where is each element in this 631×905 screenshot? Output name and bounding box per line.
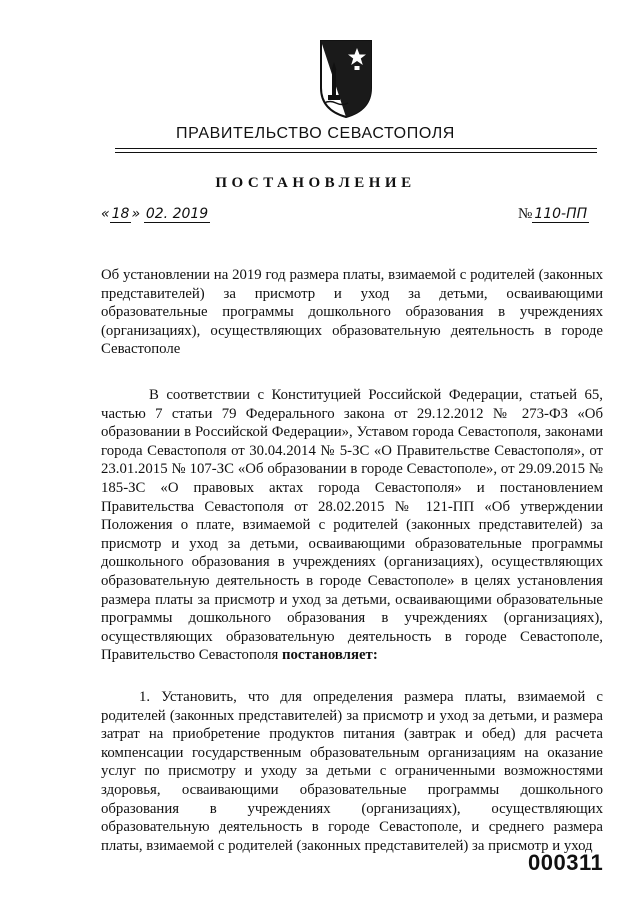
number-value: 110-ПП — [534, 206, 588, 222]
decree-colon: : — [372, 647, 378, 664]
document-date — [101, 206, 210, 223]
serial-number: 000311 — [528, 850, 604, 875]
document-subject: Об установлении на 2019 год размера платы, взимаемой с родителей (законных представителей) за присмотр и уход за детьми, осваивающими образовательные программы дошкольного образования в учреждениях (организациях), осуществляющих образовательную деятельность в городе Севастополе — [101, 267, 603, 358]
number-label: № — [518, 206, 533, 222]
coat-of-arms-emblem — [318, 40, 374, 118]
date-month-year: 02. 2019 — [145, 206, 209, 222]
preamble-text: В соответствии с Конституцией Российской Федерации, статьей 65, частью 7 статьи 79 Федерального закона от 29.12.2012 № 273-ФЗ «Об образовании в Российской Федерации», Уставом города Севастополя, законами города Севастополя от 30.04.2014 № 5-ЗС «О Правительстве Севастополя», от 23.01.2015 № 107-ЗС «Об образовании в городе Севастополе», от 29.09.2015 № 185-ЗС «О правовых актах города Севастополя» и постановлением Правительства Севастополя от 28.02.2015 № 121-ПП «Об утверждении Положения о плате, взимаемой с родителей (законных представителей) за присмотр и уход за детьми, осваивающими образовательные программы дошкольного образования в учреждениях (организациях), осуществляющих образовательную деятельность в городе Севастополе» в целях установления размера платы за присмотр и уход за детьми, осваивающими образовательные программы дошкольного образования в учреждениях (организациях), осуществляющих образовательную деятельность в городе Севастополе, Правительство Севастополя — [101, 387, 603, 664]
item-1-paragraph: 1. Установить, что для определения размера платы, взимаемой с родителей (законных представителей) за присмотр и уход за детьми, и размера затрат на приобретение продуктов питания (завтрак и обед) для расчета компенсации государственным образовательным организациям на оказание услуг по присмотру и уходу за детьми с ограниченными возможностями здоровья, осваивающими образовательные программы дошкольного образования в учреждениях (организациях), осуществляющих образовательную деятельность в городе Севастополе, и среднего размера платы, взимаемой с родителей (законных представителей) за присмотр и уход — [101, 689, 603, 854]
date-quote-close: » — [131, 206, 141, 222]
document-type-title: ПОСТАНОВЛЕНИЕ — [215, 175, 416, 191]
government-name: ПРАВИТЕЛЬСТВО СЕВАСТОПОЛЯ — [176, 125, 455, 142]
document-number — [518, 206, 589, 223]
date-quote-open: « — [101, 206, 110, 222]
header-rule-bottom — [115, 152, 597, 153]
decree-word: постановляет — [281, 647, 373, 664]
header-rule-top — [115, 148, 597, 149]
date-day: 18 — [111, 206, 130, 222]
preamble-paragraph — [101, 386, 603, 665]
